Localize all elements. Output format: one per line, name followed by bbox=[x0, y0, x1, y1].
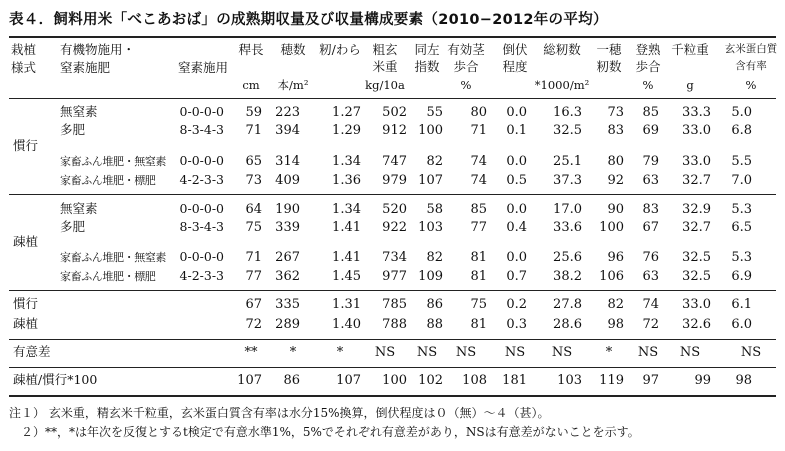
header-col-9-line2: 歩合 bbox=[635, 59, 661, 74]
header-col-4-line1: 同左 bbox=[414, 42, 440, 57]
row-name: 無窒素 bbox=[60, 201, 98, 216]
table-cell: 58 bbox=[426, 202, 443, 217]
header-col-9-unit: % bbox=[642, 78, 654, 92]
table-cell: 65 bbox=[245, 154, 262, 169]
table-cell: 74 bbox=[470, 173, 487, 188]
table-cell: 1.31 bbox=[332, 297, 361, 312]
header-col-0-unit: cm bbox=[242, 78, 260, 92]
table-cell: 64 bbox=[245, 202, 262, 217]
table-cell: 0.0 bbox=[506, 105, 527, 120]
table-cell: 1.27 bbox=[332, 105, 361, 120]
table-cell: 33.0 bbox=[682, 297, 711, 312]
table-cell: 17.0 bbox=[553, 202, 582, 217]
table-cell: 32.7 bbox=[682, 173, 711, 188]
group-label-0: 慣行 bbox=[13, 138, 39, 153]
table-cell: 5.3 bbox=[731, 202, 752, 217]
table-cell: 99 bbox=[694, 373, 711, 388]
table-cell: 33.0 bbox=[682, 154, 711, 169]
table-cell: 97 bbox=[642, 373, 659, 388]
row-name: 無窒素 bbox=[60, 104, 98, 119]
table-rule bbox=[9, 339, 776, 340]
table-cell: 979 bbox=[382, 173, 407, 188]
header-col-8-line2: 籾数 bbox=[596, 59, 622, 74]
header-col-6-line1: 倒伏 bbox=[502, 42, 528, 57]
table-cell: 79 bbox=[642, 154, 659, 169]
row-nitrogen: 4-2-3-3 bbox=[179, 268, 224, 283]
table-cell: 75 bbox=[470, 297, 487, 312]
row-nitrogen: 4-2-3-3 bbox=[179, 172, 224, 187]
table-cell: 82 bbox=[607, 297, 624, 312]
significance-cell: NS bbox=[374, 345, 396, 360]
table-cell: 6.0 bbox=[731, 317, 752, 332]
table-cell: 1.41 bbox=[332, 220, 361, 235]
table-cell: 63 bbox=[642, 173, 659, 188]
mean-label-0: 慣行 bbox=[13, 296, 39, 311]
table-cell: 33.0 bbox=[682, 123, 711, 138]
table-cell: 103 bbox=[557, 373, 582, 388]
row-name: 家畜ふん堆肥・無窒素 bbox=[60, 155, 166, 168]
row-nitrogen: 0-0-0-0 bbox=[179, 201, 224, 216]
table-cell: 85 bbox=[642, 105, 659, 120]
table-cell: 81 bbox=[470, 250, 487, 265]
row-nitrogen: 0-0-0-0 bbox=[179, 249, 224, 264]
table-cell: 76 bbox=[642, 250, 659, 265]
significance-cell: NS bbox=[679, 345, 701, 360]
table-cell: 100 bbox=[418, 123, 443, 138]
header-col-11-line1: 玄米蛋白質 bbox=[724, 43, 778, 55]
table-cell: 1.45 bbox=[332, 269, 361, 284]
row-nitrogen: 8-3-4-3 bbox=[179, 219, 224, 234]
table-cell: 108 bbox=[462, 373, 487, 388]
table-cell: 1.34 bbox=[332, 202, 361, 217]
table-cell: 98 bbox=[607, 317, 624, 332]
table-cell: 71 bbox=[245, 123, 262, 138]
table-cell: 25.1 bbox=[553, 154, 582, 169]
significance-cell: ** bbox=[244, 345, 258, 360]
table-cell: 1.29 bbox=[332, 123, 361, 138]
table-cell: 977 bbox=[382, 269, 407, 284]
table-cell: 63 bbox=[642, 269, 659, 284]
header-col-1: 穂数 bbox=[280, 42, 306, 57]
table-cell: 59 bbox=[245, 105, 262, 120]
table-cell: 86 bbox=[426, 297, 443, 312]
table-cell: 0.2 bbox=[506, 297, 527, 312]
table-cell: 502 bbox=[382, 105, 407, 120]
table-cell: 785 bbox=[382, 297, 407, 312]
table-cell: 5.5 bbox=[731, 154, 752, 169]
significance-cell: * bbox=[336, 345, 344, 360]
header-col-5-unit: % bbox=[460, 78, 472, 92]
table-cell: 69 bbox=[642, 123, 659, 138]
table-cell: 86 bbox=[283, 373, 300, 388]
table-cell: 37.3 bbox=[553, 173, 582, 188]
row-name: 多肥 bbox=[60, 122, 86, 137]
table-cell: 100 bbox=[382, 373, 407, 388]
table-cell: 1.36 bbox=[332, 173, 361, 188]
significance-label: 有意差 bbox=[13, 344, 51, 359]
mean-label-1: 疎植 bbox=[13, 316, 39, 331]
table-cell: 107 bbox=[237, 373, 262, 388]
header-col-8-line1: 一穂 bbox=[596, 42, 622, 57]
header-planting-2: 様式 bbox=[11, 60, 37, 75]
table-title: 表４．飼料用米「べこあおば」の成熟期収量及び収量構成要素（2010−2012年の平均） bbox=[9, 12, 608, 28]
table-rule bbox=[9, 98, 776, 99]
significance-cell: NS bbox=[455, 345, 477, 360]
table-cell: 289 bbox=[275, 317, 300, 332]
table-cell: 922 bbox=[382, 220, 407, 235]
table-cell: 75 bbox=[245, 220, 262, 235]
header-col-1-unit: 本/m² bbox=[277, 78, 309, 92]
table-cell: 109 bbox=[418, 269, 443, 284]
table-cell: 33.6 bbox=[553, 220, 582, 235]
table-cell: 85 bbox=[470, 202, 487, 217]
table-rule bbox=[9, 395, 776, 397]
table-cell: 6.9 bbox=[731, 269, 752, 284]
table-cell: 72 bbox=[245, 317, 262, 332]
table-cell: 82 bbox=[426, 154, 443, 169]
table-cell: 92 bbox=[607, 173, 624, 188]
header-col-3-line2: 米重 bbox=[372, 59, 398, 74]
row-nitrogen: 8-3-4-3 bbox=[179, 122, 224, 137]
table-cell: 6.8 bbox=[731, 123, 752, 138]
table-cell: 181 bbox=[502, 373, 527, 388]
group-label-1: 疎植 bbox=[13, 234, 39, 249]
table-cell: 267 bbox=[275, 250, 300, 265]
table-cell: 33.3 bbox=[682, 105, 711, 120]
header-col-11-unit: % bbox=[745, 78, 757, 92]
header-col-11-line2: 含有率 bbox=[735, 60, 767, 72]
table-cell: 32.5 bbox=[682, 269, 711, 284]
table-rule bbox=[9, 194, 776, 195]
table-cell: 0.7 bbox=[506, 269, 527, 284]
table-cell: 335 bbox=[275, 297, 300, 312]
header-col-6-line2: 程度 bbox=[502, 59, 528, 74]
table-cell: 223 bbox=[275, 105, 300, 120]
table-cell: 314 bbox=[275, 154, 300, 169]
header-col-7: 総籾数 bbox=[543, 42, 581, 57]
table-cell: 520 bbox=[382, 202, 407, 217]
table-cell: 912 bbox=[382, 123, 407, 138]
significance-cell: * bbox=[289, 345, 297, 360]
table-cell: 73 bbox=[245, 173, 262, 188]
note-2: ２）**，*は年次を反復とするt検定で有意水準1%，5%でそれぞれ有意差があり，NSは有意差がないことを示す。 bbox=[9, 425, 640, 439]
table-cell: 7.0 bbox=[731, 173, 752, 188]
table-cell: 1.34 bbox=[332, 154, 361, 169]
table-cell: 80 bbox=[470, 105, 487, 120]
significance-cell: NS bbox=[504, 345, 526, 360]
table-cell: 747 bbox=[382, 154, 407, 169]
table-cell: 81 bbox=[470, 269, 487, 284]
table-cell: 80 bbox=[607, 154, 624, 169]
header-col-10: 千粒重 bbox=[671, 42, 709, 57]
table-cell: 190 bbox=[275, 202, 300, 217]
table-cell: 83 bbox=[642, 202, 659, 217]
row-name: 家畜ふん堆肥・標肥 bbox=[60, 174, 156, 187]
table-cell: 83 bbox=[607, 123, 624, 138]
header-col-0: 稈長 bbox=[238, 42, 264, 57]
table-cell: 32.9 bbox=[682, 202, 711, 217]
table-cell: 98 bbox=[735, 373, 752, 388]
table-cell: 6.1 bbox=[731, 297, 752, 312]
table-cell: 38.2 bbox=[553, 269, 582, 284]
table-cell: 394 bbox=[275, 123, 300, 138]
header-col-5-line1: 有効茎 bbox=[447, 42, 485, 57]
table-cell: 67 bbox=[245, 297, 262, 312]
table-rule bbox=[9, 36, 776, 38]
table-cell: 32.6 bbox=[682, 317, 711, 332]
table-cell: 77 bbox=[470, 220, 487, 235]
table-cell: 28.6 bbox=[553, 317, 582, 332]
table-cell: 106 bbox=[599, 269, 624, 284]
table-cell: 74 bbox=[470, 154, 487, 169]
header-organic-2: 窒素施肥 bbox=[60, 60, 111, 75]
table-cell: 74 bbox=[642, 297, 659, 312]
table-cell: 103 bbox=[418, 220, 443, 235]
table-cell: 55 bbox=[426, 105, 443, 120]
table-cell: 82 bbox=[426, 250, 443, 265]
header-planting-1: 栽植 bbox=[11, 42, 37, 57]
table-cell: 107 bbox=[336, 373, 361, 388]
table-cell: 5.3 bbox=[731, 250, 752, 265]
table-cell: 32.7 bbox=[682, 220, 711, 235]
table-cell: 25.6 bbox=[553, 250, 582, 265]
table-cell: 100 bbox=[599, 220, 624, 235]
table-cell: 67 bbox=[642, 220, 659, 235]
table-cell: 362 bbox=[275, 269, 300, 284]
row-name: 多肥 bbox=[60, 219, 86, 234]
table-cell: 107 bbox=[418, 173, 443, 188]
table-cell: 32.5 bbox=[553, 123, 582, 138]
significance-cell: * bbox=[605, 345, 613, 360]
table-cell: 0.0 bbox=[506, 202, 527, 217]
table-cell: 96 bbox=[607, 250, 624, 265]
note-1: 注１） 玄米重，精玄米千粒重，玄米蛋白質含有率は水分15%換算，倒伏程度は０（無）〜４（甚）。 bbox=[9, 406, 550, 420]
ratio-label: 疎植/慣行*100 bbox=[13, 372, 98, 387]
table-cell: 27.8 bbox=[553, 297, 582, 312]
table-cell: 409 bbox=[275, 173, 300, 188]
header-col-2: 籾/わら bbox=[319, 42, 361, 57]
header-col-9-line1: 登熟 bbox=[635, 42, 661, 57]
header-col-3-unit: kg/10a bbox=[365, 78, 405, 92]
table-cell: 5.0 bbox=[731, 105, 752, 120]
table-cell: 102 bbox=[418, 373, 443, 388]
table-cell: 88 bbox=[426, 317, 443, 332]
table-cell: 73 bbox=[607, 105, 624, 120]
significance-cell: NS bbox=[740, 345, 762, 360]
table-cell: 0.0 bbox=[506, 250, 527, 265]
table-cell: 81 bbox=[470, 317, 487, 332]
table-rule bbox=[9, 367, 776, 368]
header-col-7-unit: *1000/m² bbox=[534, 78, 590, 92]
table-cell: 339 bbox=[275, 220, 300, 235]
table-cell: 788 bbox=[382, 317, 407, 332]
header-nitrogen: 窒素施用 bbox=[177, 60, 229, 75]
table-cell: 1.40 bbox=[332, 317, 361, 332]
header-col-4-line2: 指数 bbox=[414, 59, 440, 74]
table-cell: 0.3 bbox=[506, 317, 527, 332]
table-cell: 32.5 bbox=[682, 250, 711, 265]
table-cell: 71 bbox=[245, 250, 262, 265]
table-cell: 77 bbox=[245, 269, 262, 284]
table-cell: 0.0 bbox=[506, 154, 527, 169]
table-cell: 71 bbox=[470, 123, 487, 138]
table-cell: 0.5 bbox=[506, 173, 527, 188]
row-nitrogen: 0-0-0-0 bbox=[179, 153, 224, 168]
table-rule bbox=[9, 290, 776, 291]
table-cell: 0.4 bbox=[506, 220, 527, 235]
row-name: 家畜ふん堆肥・標肥 bbox=[60, 270, 156, 283]
significance-cell: NS bbox=[637, 345, 659, 360]
table-cell: 72 bbox=[642, 317, 659, 332]
header-col-3-line1: 粗玄 bbox=[372, 42, 398, 57]
table-cell: 90 bbox=[607, 202, 624, 217]
table-cell: 734 bbox=[382, 250, 407, 265]
significance-cell: NS bbox=[416, 345, 438, 360]
table-cell: 1.41 bbox=[332, 250, 361, 265]
row-nitrogen: 0-0-0-0 bbox=[179, 104, 224, 119]
table-cell: 16.3 bbox=[553, 105, 582, 120]
table-cell: 0.1 bbox=[506, 123, 527, 138]
header-organic-1: 有機物施用・ bbox=[60, 42, 136, 57]
header-col-10-unit: g bbox=[686, 78, 694, 92]
header-col-5-line2: 歩合 bbox=[453, 59, 479, 74]
table-cell: 6.5 bbox=[731, 220, 752, 235]
row-name: 家畜ふん堆肥・無窒素 bbox=[60, 251, 166, 264]
significance-cell: NS bbox=[551, 345, 573, 360]
table-cell: 119 bbox=[599, 373, 624, 388]
